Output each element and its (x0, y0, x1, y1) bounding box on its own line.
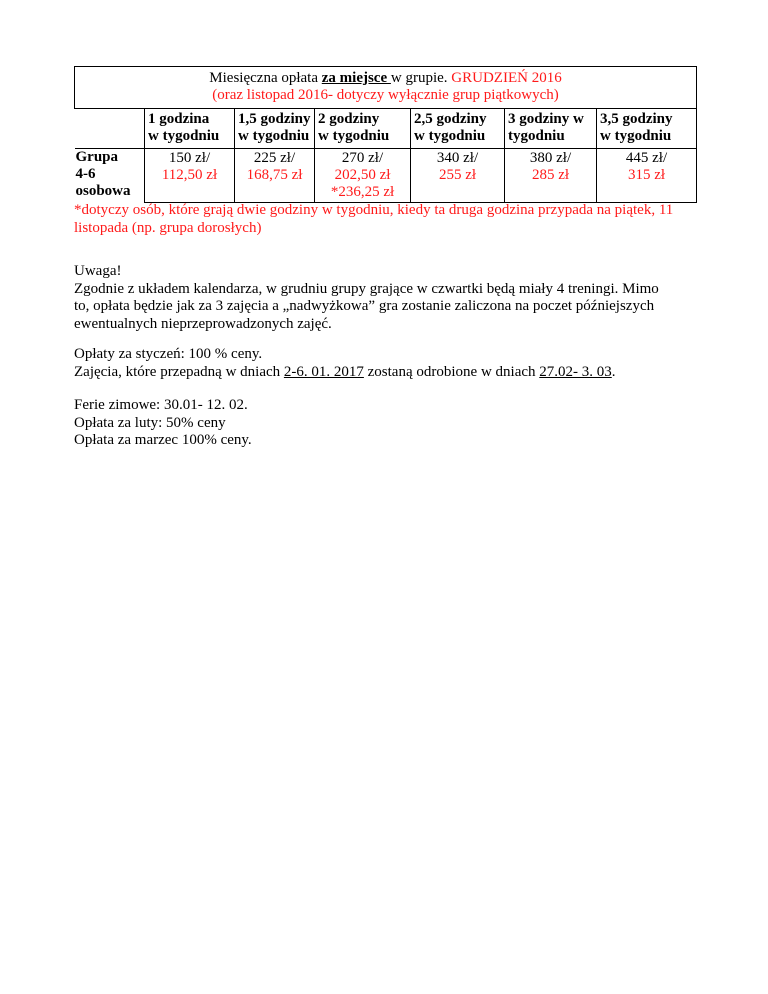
price-table-wrapper (74, 66, 696, 203)
header-text: Miesięczna opłata (209, 70, 322, 86)
column-header-3-5h: 3,5 godziny w tygodniu (597, 109, 697, 149)
header-month: GRUDZIEŃ 2016 (451, 70, 562, 86)
winter-paragraph (74, 397, 714, 450)
price-cell: 225 zł/ 168,75 zł (235, 149, 315, 203)
makeup-classes: Zajęcia, które przepadną w dniach 2-6. 01. 2017 zostaną odrobione w dniach 27.02- 3. 03. (74, 363, 616, 380)
price-cell: 150 zł/ 112,50 zł (145, 149, 235, 203)
row-header-group: Grupa 4-6 osobowa (75, 149, 145, 203)
price-cell: 270 zł/ 202,50 zł *236,25 zł (315, 149, 411, 203)
notice-paragraph: Uwaga! Zgodnie z układem kalendarza, w grudniu grupy grające w czwartki będą miały 4 treningi. Mimo to, opłata będzie jak za 3 zajęcia a „nadwyżkowa” gra zostanie zaliczona na poczet późniejszych ewentualnych nieprzeprowadzonych zajęć. (74, 263, 714, 333)
header-underlined: za miejsce (321, 70, 391, 86)
notice-title: Uwaga! (74, 263, 122, 279)
header-line-1 (78, 70, 693, 87)
table-header (75, 67, 697, 109)
fees-paragraph (74, 346, 714, 381)
price-cell: 445 zł/ 315 zł (597, 149, 697, 203)
winter-break: Ferie zimowe: 30.01- 12. 02. (74, 397, 248, 413)
header-line-2: (oraz listopad 2016- dotyczy wyłącznie grup piątkowych) (212, 87, 559, 103)
corner-cell (75, 109, 145, 149)
column-header-2h: 2 godziny w tygodniu (315, 109, 411, 149)
table-row (75, 149, 697, 203)
february-fee: Opłata za luty: 50% ceny (74, 414, 226, 431)
column-header-2-5h: 2,5 godziny w tygodniu (411, 109, 505, 149)
footnote: *dotyczy osób, które grają dwie godziny w tygodniu, kiedy ta druga godzina przypada na piątek, 11 listopada (np. grupa dorosłych) (74, 202, 674, 236)
column-header-1-5h: 1,5 godziny w tygodniu (235, 109, 315, 149)
price-footnote-value: *236,25 zł (330, 184, 395, 200)
january-fee: Opłaty za styczeń: 100 % ceny. (74, 346, 263, 362)
column-header-1h: 1 godzina w tygodniu (145, 109, 235, 149)
march-fee: Opłata za marzec 100% ceny. (74, 432, 252, 448)
price-cell: 380 zł/ 285 zł (505, 149, 597, 203)
price-cell: 340 zł/ 255 zł (411, 149, 505, 203)
price-table (74, 66, 697, 203)
header-text-post: w grupie. (390, 70, 452, 86)
column-header-3h: 3 godziny w tygodniu (505, 109, 597, 149)
